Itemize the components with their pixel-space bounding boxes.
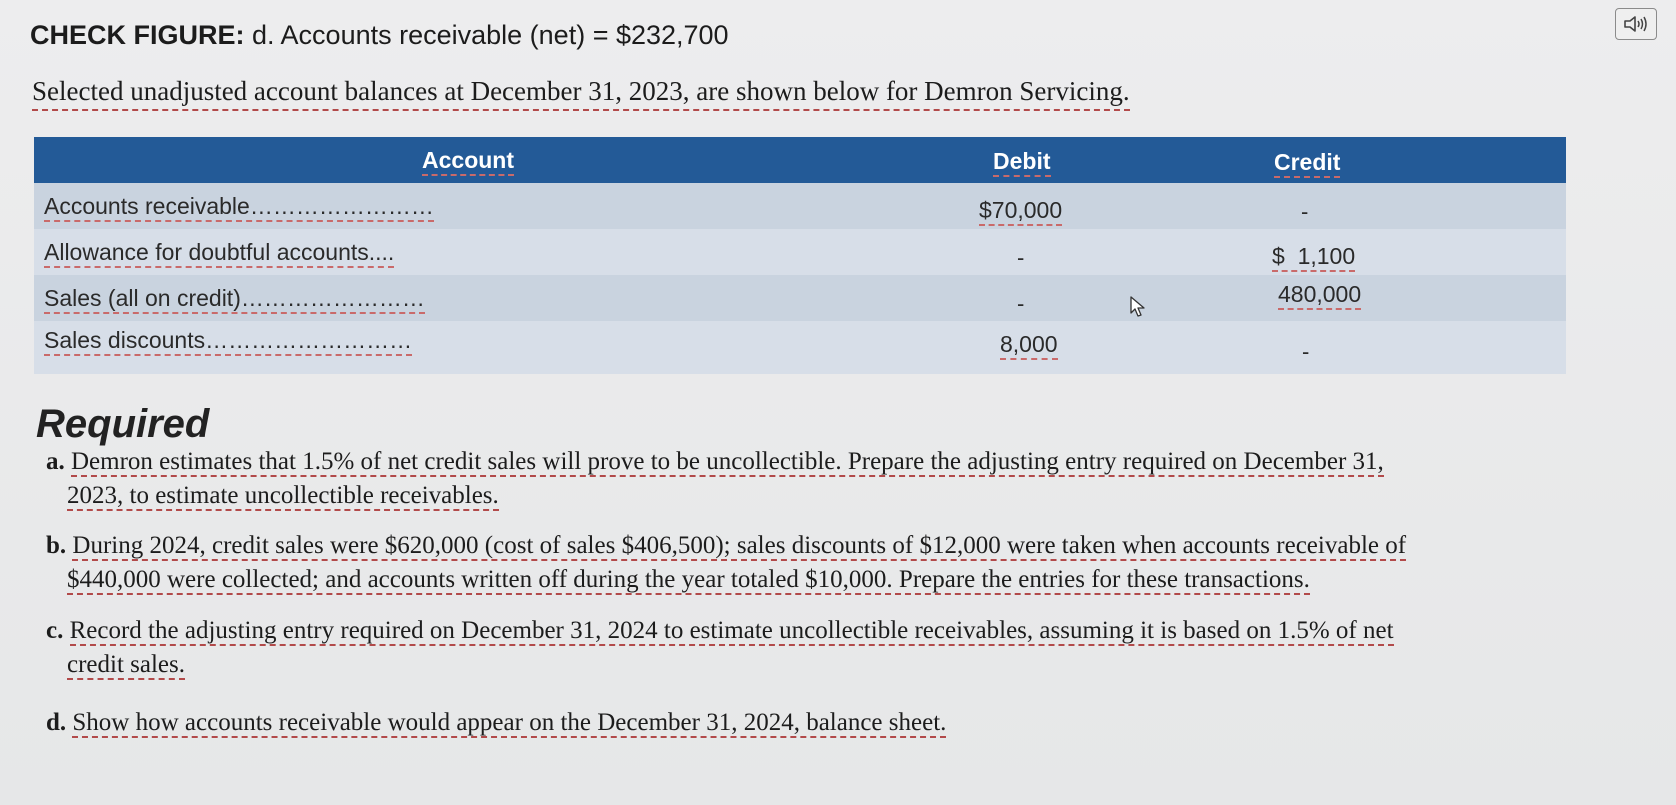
debit-cell: $70,000 (979, 197, 1062, 226)
header-account: Account (422, 147, 514, 176)
intro-text: Selected unadjusted account balances at December 31, 2023, are shown below for Demron Servicing. (32, 76, 1130, 111)
required-heading: Required (36, 402, 210, 446)
credit-cell: $ 1,100 (1272, 243, 1355, 272)
table-row (34, 275, 1566, 321)
account-cell: Allowance for doubtful accounts.... (44, 239, 394, 268)
account-cell: Accounts receivable…………………… (44, 193, 434, 222)
item-line: $440,000 were collected; and accounts written off during the year totaled $10,000. Prepare the entries for these transactions. (67, 566, 1310, 593)
required-item-a (46, 445, 1384, 513)
account-cell: Sales (all on credit)…………………… (44, 285, 425, 314)
table-row (34, 321, 1566, 374)
item-label: b. (46, 532, 67, 559)
item-line: Record the adjusting entry required on December 31, 2024 to estimate uncollectible receivables, assuming it is based on 1.5% of net (69, 617, 1394, 644)
item-label: c. (46, 617, 64, 644)
check-figure (30, 20, 729, 51)
check-figure-label: CHECK FIGURE: (30, 20, 245, 50)
table-row (34, 229, 1566, 275)
credit-cell: 480,000 (1278, 281, 1361, 310)
credit-cell: - (1302, 339, 1310, 364)
item-line: Show how accounts receivable would appear on the December 31, 2024, balance sheet. (72, 709, 947, 736)
required-item-b (46, 529, 1406, 597)
item-label: a. (46, 448, 65, 475)
debit-cell: - (1017, 245, 1025, 270)
item-line: 2023, to estimate uncollectible receivables. (67, 482, 499, 509)
header-debit: Debit (993, 148, 1051, 177)
account-cell: Sales discounts……………………… (44, 327, 412, 356)
speaker-icon (1623, 14, 1649, 34)
required-item-d (46, 706, 946, 740)
balances-table (34, 137, 1566, 374)
check-figure-text: d. Accounts receivable (net) = $232,700 (252, 20, 729, 50)
debit-cell: 8,000 (1000, 331, 1058, 360)
credit-cell: - (1301, 199, 1309, 224)
mouse-cursor-icon (1128, 295, 1150, 319)
table-row (34, 183, 1566, 229)
item-line: During 2024, credit sales were $620,000 (cost of sales $406,500); sales discounts of $12,000 were taken when accounts receivable of (72, 532, 1407, 559)
speaker-button[interactable] (1615, 8, 1657, 40)
required-item-c (46, 614, 1394, 682)
item-line: Demron estimates that 1.5% of net credit sales will prove to be uncollectible. Prepare the adjusting entry required on December 31, (71, 448, 1384, 475)
debit-cell: - (1017, 291, 1025, 316)
header-credit: Credit (1274, 149, 1340, 178)
table-header (34, 137, 1566, 183)
item-label: d. (46, 709, 67, 736)
item-line: credit sales. (67, 651, 186, 678)
